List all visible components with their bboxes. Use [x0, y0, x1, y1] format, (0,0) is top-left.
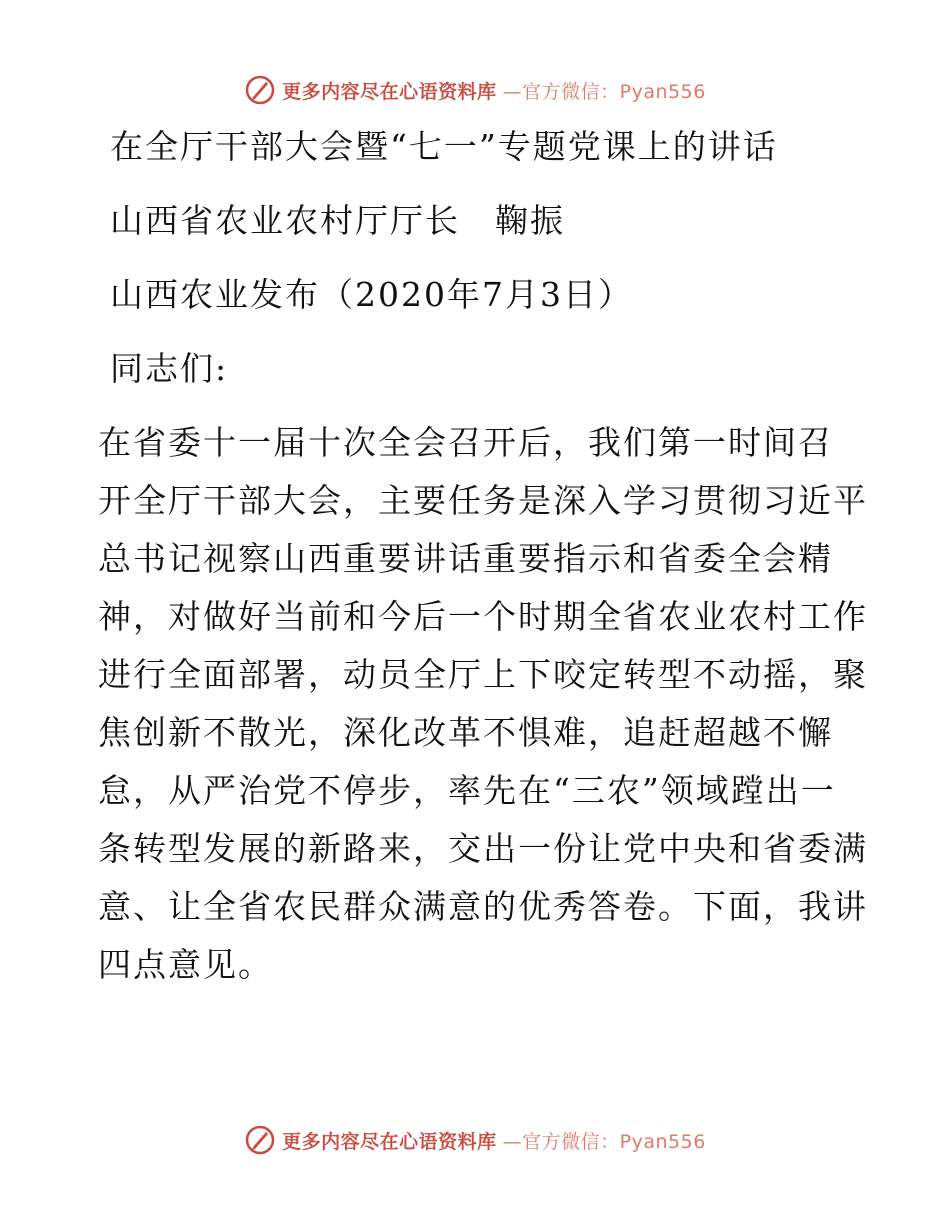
document-title: 在全厅干部大会暨“七一”专题党课上的讲话 [110, 127, 778, 166]
header-watermark [0, 72, 950, 108]
watermark-primary-text: 更多内容尽在心语资料库 [282, 80, 497, 103]
document-paragraph [98, 414, 868, 994]
paragraph-line: 开全厅干部大会，主要任务是深入学习贯彻习近平 [98, 481, 868, 520]
paragraph-line: 进行全面部署，动员全厅上下咬定转型不动摇，聚 [98, 655, 868, 694]
quill-logo-icon [244, 74, 276, 106]
document-source: 山西农业发布（2020年7月3日） [110, 275, 633, 314]
watermark-secondary-text: —官方微信：Pyan556 [502, 80, 706, 103]
watermark-primary-text: 更多内容尽在心语资料库 [282, 1130, 497, 1153]
paragraph-line: 焦创新不散光，深化改革不惧难，追赶超越不懈 [98, 713, 833, 752]
paragraph-line: 意、让全省农民群众满意的优秀答卷。下面，我讲 [98, 887, 868, 926]
footer-watermark [0, 1122, 950, 1158]
paragraph-line: 怠，从严治党不停步，率先在“三农”领域蹚出一 [98, 771, 836, 810]
watermark-secondary-text: —官方微信：Pyan556 [502, 1130, 706, 1153]
paragraph-line: 条转型发展的新路来，交出一份让党中央和省委满 [98, 829, 868, 868]
paragraph-line: 总书记视察山西重要讲话重要指示和省委全会精 [98, 539, 833, 578]
paragraph-line: 神，对做好当前和今后一个时期全省农业农村工作 [98, 597, 868, 636]
quill-logo-icon [244, 1124, 276, 1156]
document-salutation: 同志们: [110, 349, 229, 388]
paragraph-line: 四点意见。 [98, 945, 273, 984]
document-body [98, 118, 868, 994]
paragraph-line: 在省委十一届十次全会召开后，我们第一时间召 [98, 423, 833, 462]
document-speaker: 山西省农业农村厅厅长 鞠振 [110, 201, 565, 240]
